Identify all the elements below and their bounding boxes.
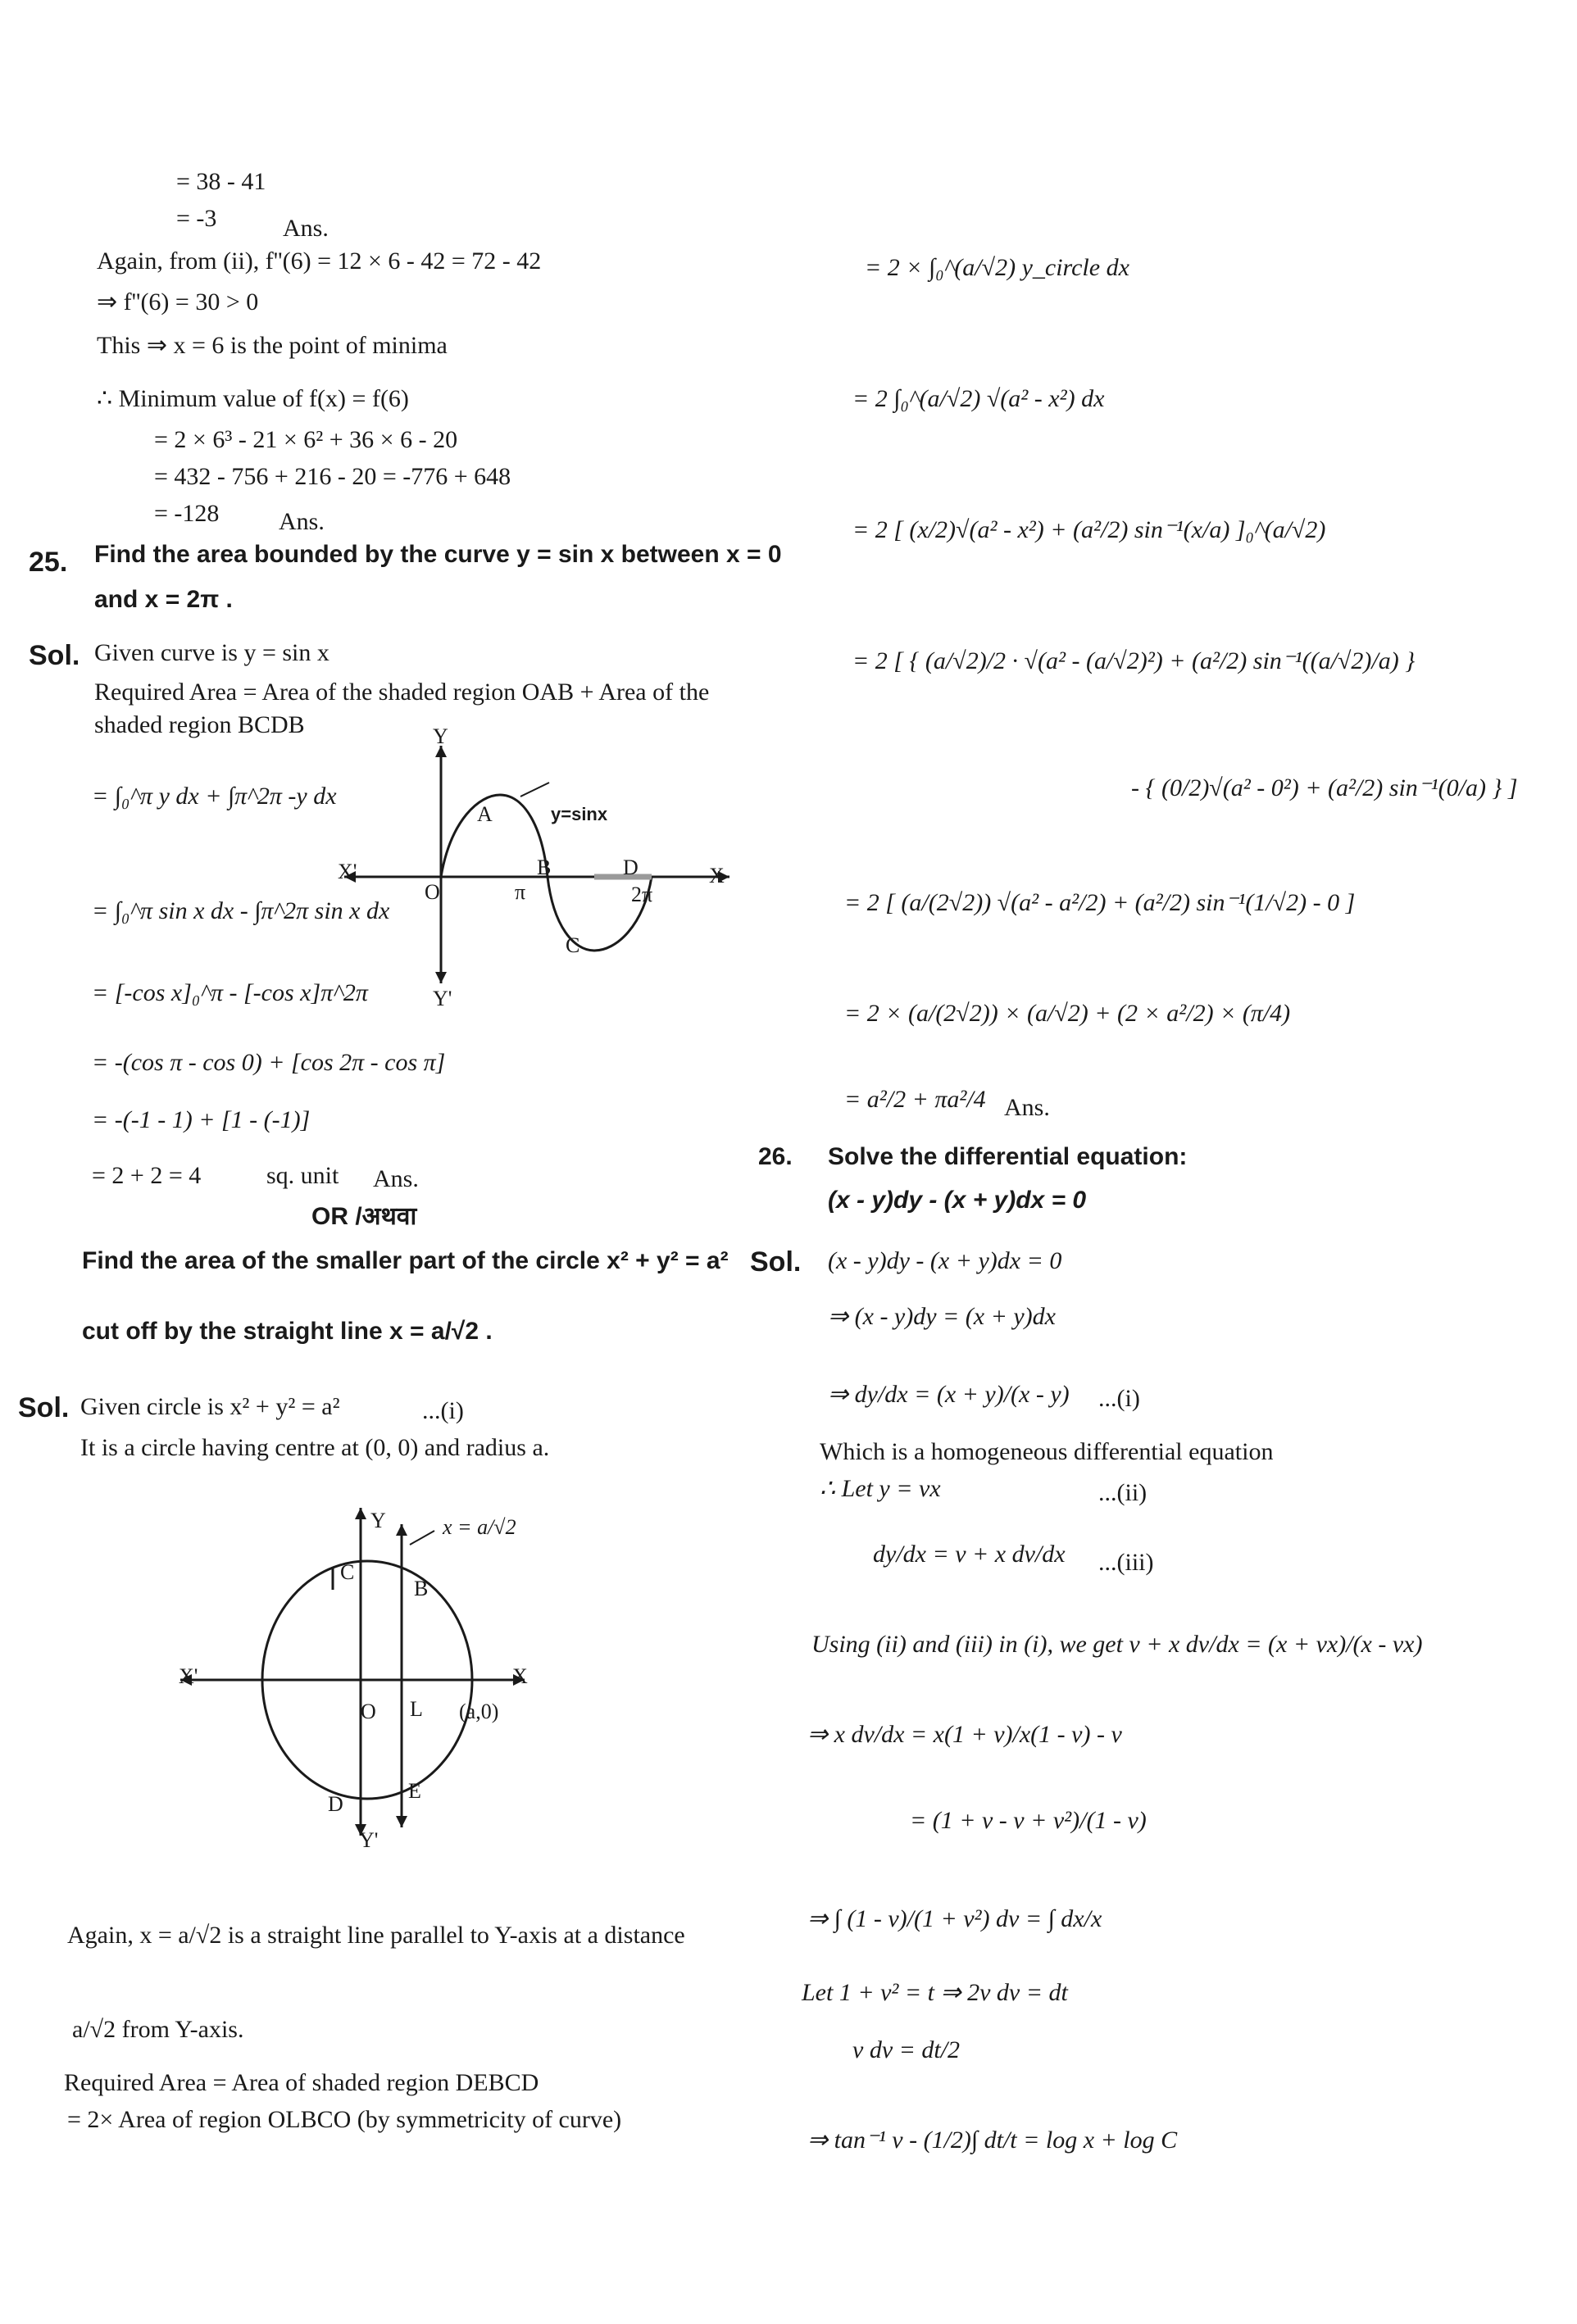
sol-label: Sol. [18, 1392, 70, 1423]
integral-step: - { (0/2)√(a² - 0²) + (a²/2) sin⁻¹(0/a) } ] [1131, 774, 1518, 801]
step-line: = 2 × 6³ - 21 × 6² + 36 × 6 - 20 [154, 426, 458, 453]
sol-line: Let 1 + v² = t ⇒ 2v dv = dt [802, 1979, 1068, 2006]
question-number: 25. [29, 547, 68, 578]
question-text: cut off by the straight line x = a/√2 . [82, 1318, 493, 1345]
unit-label: sq. unit [266, 1162, 339, 1189]
integral-step: = ∫₀^π sin x dx - ∫π^2π sin x dx [92, 897, 390, 924]
step-line: = 432 - 756 + 216 - 20 = -776 + 648 [154, 463, 511, 490]
or-separator: OR /अथवा [311, 1203, 417, 1230]
step-line: This ⇒ x = 6 is the point of minima [97, 332, 448, 359]
axis-label-y: Y [433, 724, 448, 748]
step-line: = -128 [154, 500, 220, 527]
integral-step: = -(-1 - 1) + [1 - (-1)] [92, 1106, 311, 1133]
question-text: Solve the differential equation: [828, 1143, 1188, 1170]
point-label-d: D [623, 856, 639, 879]
tick-label-pi: π [515, 880, 526, 904]
integral-step: = 2 [ (x/2)√(a² - x²) + (a²/2) sin⁻¹(x/a) ]₀^(a/√2) [852, 516, 1326, 543]
integral-step: = 2 [ { (a/√2)/2 · √(a² - (a/√2)²) + (a²/2) sin⁻¹((a/√2)/a) } [852, 647, 1416, 674]
sol-line-number: ...(i) [1098, 1385, 1140, 1412]
axis-label-x: X [709, 864, 725, 887]
step-line: = 38 - 41 [176, 168, 266, 195]
sol-line: (x - y)dy - (x + y)dx = 0 [828, 1247, 1062, 1274]
sol-line: ⇒ dy/dx = (x + y)/(x - y) [828, 1381, 1070, 1408]
axis-label-x-neg: X' [338, 860, 357, 883]
step-line: ⇒ f''(6) = 30 > 0 [97, 288, 259, 315]
question-number: 26. [758, 1143, 793, 1170]
axis-label-y-neg: Y' [359, 1828, 379, 1852]
circle-graph [164, 1500, 557, 1860]
sol-line: ⇒ ∫ (1 - v)/(1 + v²) dv = ∫ dx/x [807, 1905, 1102, 1932]
axis-label-y: Y [370, 1509, 386, 1532]
curve-label: y=sinx [551, 804, 608, 824]
sol-line: dy/dx = v + x dv/dx [873, 1541, 1066, 1568]
sol-line: Given curve is y = sin x [94, 639, 329, 666]
sol-line: Required Area = Area of shaded region DEBCD [64, 2069, 539, 2096]
point-label-a: A [477, 802, 493, 826]
sol-line: Again, x = a/√2 is a straight line parallel to Y-axis at a distance [67, 1922, 685, 1949]
point-label-c: C [340, 1560, 355, 1584]
sol-line: Required Area = Area of the shaded region OAB + Area of the [94, 679, 710, 706]
point-label-d: D [328, 1792, 343, 1816]
axis-label-y-neg: Y' [433, 987, 452, 1010]
step-line: = -3 [176, 205, 217, 232]
line-label: x = a/√2 [443, 1515, 516, 1539]
integral-step: = -(cos π - cos 0) + [cos 2π - cos π] [92, 1049, 446, 1076]
sol-line: v dv = dt/2 [852, 2036, 961, 2063]
point-label-origin: O [425, 880, 440, 904]
axis-label-x: X [512, 1664, 528, 1688]
point-label-origin: O [361, 1700, 376, 1723]
integral-step: = 2 [ (a/(2√2)) √(a² - a²/2) + (a²/2) sin⁻¹(1/√2) - 0 ] [844, 889, 1356, 916]
sol-line: Using (ii) and (iii) in (i), we get v + x dv/dx = (x + vx)/(x - vx) [811, 1631, 1423, 1658]
integral-step: = ∫₀^π y dx + ∫π^2π -y dx [92, 783, 337, 810]
ans-label: Ans. [1004, 1094, 1050, 1121]
question-text: Find the area bounded by the curve y = sin x between x = 0 [94, 541, 782, 568]
ans-label: Ans. [283, 215, 329, 242]
sol-line-number: ...(iii) [1098, 1549, 1154, 1576]
tick-label-2pi: 2π [631, 883, 653, 906]
sol-line: Which is a homogeneous differential equation [820, 1438, 1274, 1465]
point-label-b: B [537, 856, 552, 879]
sol-line-number: ...(ii) [1098, 1479, 1148, 1506]
question-text: and x = 2π . [94, 586, 233, 613]
ans-label: Ans. [279, 508, 325, 535]
sol-line: ⇒ x dv/dx = x(1 + v)/x(1 - v) - v [807, 1721, 1122, 1748]
point-label-b: B [414, 1577, 429, 1600]
point-label-l: L [410, 1697, 423, 1721]
point-label-c: C [566, 933, 580, 957]
sol-line-number: ...(i) [422, 1397, 464, 1424]
integral-step: = 2 × (a/(2√2)) × (a/√2) + (2 × a²/2) × (π/4) [844, 1000, 1291, 1027]
step-line: Again, from (ii), f''(6) = 12 × 6 - 42 = 72 - 42 [97, 247, 542, 275]
sol-line: = (1 + v - v + v²)/(1 - v) [910, 1807, 1147, 1834]
sol-line: ⇒ (x - y)dy = (x + y)dx [828, 1303, 1056, 1330]
sol-label: Sol. [29, 640, 80, 671]
axis-label-x-neg: X' [179, 1664, 198, 1688]
integral-step: = 2 + 2 = 4 [92, 1162, 202, 1189]
question-text: Find the area of the smaller part of the circle x² + y² = a² [82, 1247, 729, 1274]
sol-line: = 2× Area of region OLBCO (by symmetricity of curve) [67, 2106, 622, 2133]
sol-line: ∴ Let y = vx [820, 1475, 941, 1502]
sine-curve-graph [328, 738, 738, 1016]
point-label-a0: (a,0) [459, 1700, 499, 1723]
sol-line: ⇒ tan⁻¹ v - (1/2)∫ dt/t = log x + log C [807, 2127, 1178, 2154]
step-line: ∴ Minimum value of f(x) = f(6) [97, 385, 409, 412]
sol-line: It is a circle having centre at (0, 0) and radius a. [80, 1434, 550, 1461]
question-equation: (x - y)dy - (x + y)dx = 0 [828, 1187, 1087, 1214]
sol-line: Given circle is x² + y² = a² [80, 1393, 340, 1420]
integral-step: = a²/2 + πa²/4 [844, 1086, 986, 1113]
sol-line: shaded region BCDB [94, 711, 305, 738]
sol-line: a/√2 from Y-axis. [72, 2016, 244, 2043]
integral-step: = [-cos x]₀^π - [-cos x]π^2π [92, 979, 368, 1006]
sol-label: Sol. [750, 1246, 802, 1278]
integral-step: = 2 ∫₀^(a/√2) √(a² - x²) dx [852, 385, 1105, 412]
integral-step: = 2 × ∫₀^(a/√2) y_circle dx [865, 254, 1129, 281]
point-label-e: E [408, 1779, 421, 1803]
ans-label: Ans. [373, 1165, 419, 1192]
